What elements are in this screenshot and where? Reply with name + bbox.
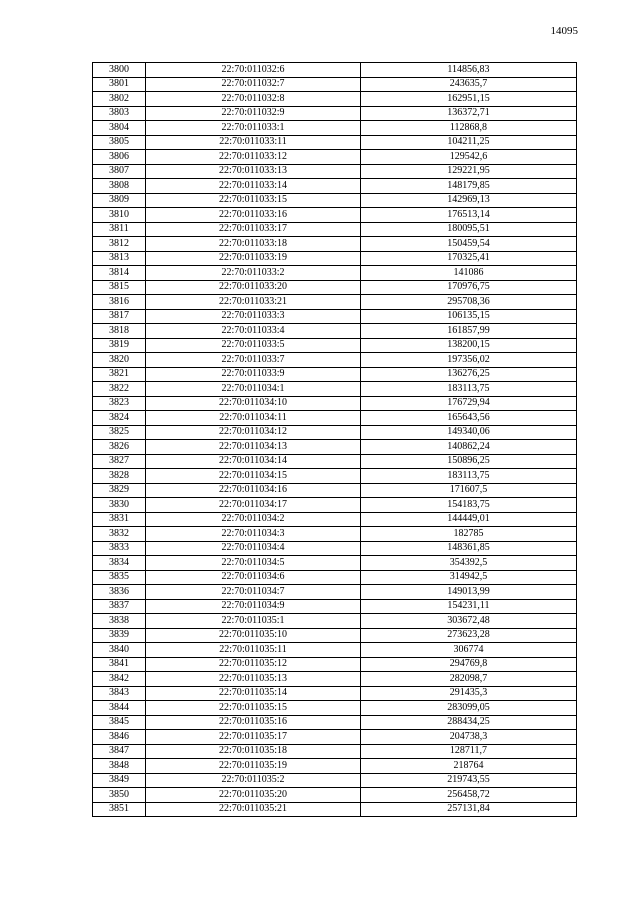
value-cell: 243635,7	[361, 77, 577, 92]
value-cell: 306774	[361, 643, 577, 658]
table-row	[93, 367, 577, 382]
page-number: 14095	[550, 25, 578, 37]
value-cell: 161857,99	[361, 324, 577, 339]
table-row	[93, 773, 577, 788]
cadastral-number-cell: 22:70:011035:14	[146, 686, 361, 701]
row-number-cell: 3825	[93, 425, 146, 440]
table-row	[93, 643, 577, 658]
row-number-cell: 3804	[93, 121, 146, 136]
table-row	[93, 150, 577, 165]
cadastral-number-cell: 22:70:011033:1	[146, 121, 361, 136]
value-cell: 291435,3	[361, 686, 577, 701]
cadastral-number-cell: 22:70:011032:9	[146, 106, 361, 121]
table-row	[93, 193, 577, 208]
value-cell: 154231,11	[361, 599, 577, 614]
table-row	[93, 788, 577, 803]
table-row	[93, 469, 577, 484]
value-cell: 140862,24	[361, 440, 577, 455]
value-cell: 180095,51	[361, 222, 577, 237]
row-number-cell: 3800	[93, 63, 146, 78]
table-row	[93, 222, 577, 237]
table-row	[93, 382, 577, 397]
registry-table	[92, 62, 577, 817]
row-number-cell: 3810	[93, 208, 146, 223]
value-cell: 219743,55	[361, 773, 577, 788]
table-row	[93, 628, 577, 643]
cadastral-number-cell: 22:70:011035:21	[146, 802, 361, 817]
row-number-cell: 3828	[93, 469, 146, 484]
value-cell: 294769,8	[361, 657, 577, 672]
cadastral-number-cell: 22:70:011033:5	[146, 338, 361, 353]
row-number-cell: 3837	[93, 599, 146, 614]
cadastral-number-cell: 22:70:011033:14	[146, 179, 361, 194]
row-number-cell: 3812	[93, 237, 146, 252]
table-row	[93, 164, 577, 179]
value-cell: 104211,25	[361, 135, 577, 150]
cadastral-number-cell: 22:70:011034:6	[146, 570, 361, 585]
row-number-cell: 3827	[93, 454, 146, 469]
cadastral-number-cell: 22:70:011033:19	[146, 251, 361, 266]
cadastral-number-cell: 22:70:011034:2	[146, 512, 361, 527]
value-cell: 112868,8	[361, 121, 577, 136]
row-number-cell: 3847	[93, 744, 146, 759]
row-number-cell: 3803	[93, 106, 146, 121]
cadastral-number-cell: 22:70:011034:1	[146, 382, 361, 397]
row-number-cell: 3830	[93, 498, 146, 513]
row-number-cell: 3836	[93, 585, 146, 600]
row-number-cell: 3820	[93, 353, 146, 368]
cadastral-number-cell: 22:70:011033:20	[146, 280, 361, 295]
table-row	[93, 599, 577, 614]
value-cell: 129221,95	[361, 164, 577, 179]
table-row	[93, 556, 577, 571]
value-cell: 138200,15	[361, 338, 577, 353]
table-row	[93, 527, 577, 542]
row-number-cell: 3845	[93, 715, 146, 730]
table-row	[93, 106, 577, 121]
row-number-cell: 3814	[93, 266, 146, 281]
cadastral-number-cell: 22:70:011033:9	[146, 367, 361, 382]
value-cell: 165643,56	[361, 411, 577, 426]
table-row	[93, 686, 577, 701]
value-cell: 204738,3	[361, 730, 577, 745]
value-cell: 106135,15	[361, 309, 577, 324]
table-row	[93, 715, 577, 730]
cadastral-number-cell: 22:70:011033:15	[146, 193, 361, 208]
row-number-cell: 3835	[93, 570, 146, 585]
cadastral-number-cell: 22:70:011034:3	[146, 527, 361, 542]
row-number-cell: 3826	[93, 440, 146, 455]
table-row	[93, 483, 577, 498]
row-number-cell: 3838	[93, 614, 146, 629]
value-cell: 183113,75	[361, 382, 577, 397]
table-row	[93, 266, 577, 281]
registry-table-body	[93, 63, 577, 817]
value-cell: 171607,5	[361, 483, 577, 498]
cadastral-number-cell: 22:70:011034:13	[146, 440, 361, 455]
value-cell: 136372,71	[361, 106, 577, 121]
row-number-cell: 3842	[93, 672, 146, 687]
value-cell: 283099,05	[361, 701, 577, 716]
cadastral-number-cell: 22:70:011035:11	[146, 643, 361, 658]
table-row	[93, 498, 577, 513]
value-cell: 148179,85	[361, 179, 577, 194]
table-row	[93, 92, 577, 107]
table-row	[93, 657, 577, 672]
row-number-cell: 3841	[93, 657, 146, 672]
row-number-cell: 3840	[93, 643, 146, 658]
table-row	[93, 759, 577, 774]
cadastral-number-cell: 22:70:011033:12	[146, 150, 361, 165]
table-row	[93, 701, 577, 716]
cadastral-number-cell: 22:70:011034:9	[146, 599, 361, 614]
row-number-cell: 3817	[93, 309, 146, 324]
cadastral-number-cell: 22:70:011033:17	[146, 222, 361, 237]
value-cell: 218764	[361, 759, 577, 774]
row-number-cell: 3850	[93, 788, 146, 803]
cadastral-number-cell: 22:70:011035:18	[146, 744, 361, 759]
value-cell: 303672,48	[361, 614, 577, 629]
table-row	[93, 208, 577, 223]
cadastral-number-cell: 22:70:011033:3	[146, 309, 361, 324]
cadastral-number-cell: 22:70:011034:7	[146, 585, 361, 600]
table-row	[93, 744, 577, 759]
cadastral-number-cell: 22:70:011033:18	[146, 237, 361, 252]
cadastral-number-cell: 22:70:011035:12	[146, 657, 361, 672]
table-row	[93, 324, 577, 339]
table-row	[93, 251, 577, 266]
cadastral-number-cell: 22:70:011034:15	[146, 469, 361, 484]
value-cell: 256458,72	[361, 788, 577, 803]
row-number-cell: 3809	[93, 193, 146, 208]
table-row	[93, 425, 577, 440]
row-number-cell: 3829	[93, 483, 146, 498]
row-number-cell: 3834	[93, 556, 146, 571]
table-row	[93, 353, 577, 368]
table-row	[93, 77, 577, 92]
value-cell: 197356,02	[361, 353, 577, 368]
value-cell: 354392,5	[361, 556, 577, 571]
cadastral-number-cell: 22:70:011034:14	[146, 454, 361, 469]
value-cell: 114856,83	[361, 63, 577, 78]
value-cell: 176513,14	[361, 208, 577, 223]
cadastral-number-cell: 22:70:011035:17	[146, 730, 361, 745]
table-row	[93, 179, 577, 194]
value-cell: 142969,13	[361, 193, 577, 208]
value-cell: 295708,36	[361, 295, 577, 310]
table-row	[93, 309, 577, 324]
value-cell: 273623,28	[361, 628, 577, 643]
cadastral-number-cell: 22:70:011034:11	[146, 411, 361, 426]
table-row	[93, 672, 577, 687]
table-row	[93, 295, 577, 310]
value-cell: 136276,25	[361, 367, 577, 382]
row-number-cell: 3824	[93, 411, 146, 426]
table-row	[93, 237, 577, 252]
cadastral-number-cell: 22:70:011034:17	[146, 498, 361, 513]
value-cell: 154183,75	[361, 498, 577, 513]
table-row	[93, 396, 577, 411]
row-number-cell: 3851	[93, 802, 146, 817]
row-number-cell: 3839	[93, 628, 146, 643]
row-number-cell: 3808	[93, 179, 146, 194]
row-number-cell: 3848	[93, 759, 146, 774]
value-cell: 183113,75	[361, 469, 577, 484]
cadastral-number-cell: 22:70:011033:7	[146, 353, 361, 368]
table-row	[93, 454, 577, 469]
table-row	[93, 63, 577, 78]
cadastral-number-cell: 22:70:011033:2	[146, 266, 361, 281]
row-number-cell: 3813	[93, 251, 146, 266]
row-number-cell: 3821	[93, 367, 146, 382]
value-cell: 182785	[361, 527, 577, 542]
cadastral-number-cell: 22:70:011033:21	[146, 295, 361, 310]
value-cell: 128711,7	[361, 744, 577, 759]
cadastral-number-cell: 22:70:011034:4	[146, 541, 361, 556]
row-number-cell: 3844	[93, 701, 146, 716]
row-number-cell: 3802	[93, 92, 146, 107]
cadastral-number-cell: 22:70:011033:16	[146, 208, 361, 223]
cadastral-number-cell: 22:70:011035:16	[146, 715, 361, 730]
cadastral-number-cell: 22:70:011034:5	[146, 556, 361, 571]
cadastral-number-cell: 22:70:011035:2	[146, 773, 361, 788]
table-row	[93, 135, 577, 150]
row-number-cell: 3832	[93, 527, 146, 542]
value-cell: 288434,25	[361, 715, 577, 730]
table-row	[93, 512, 577, 527]
row-number-cell: 3807	[93, 164, 146, 179]
value-cell: 141086	[361, 266, 577, 281]
value-cell: 170325,41	[361, 251, 577, 266]
value-cell: 257131,84	[361, 802, 577, 817]
row-number-cell: 3818	[93, 324, 146, 339]
row-number-cell: 3806	[93, 150, 146, 165]
table-row	[93, 121, 577, 136]
value-cell: 149013,99	[361, 585, 577, 600]
value-cell: 176729,94	[361, 396, 577, 411]
value-cell: 149340,06	[361, 425, 577, 440]
value-cell: 144449,01	[361, 512, 577, 527]
table-row	[93, 338, 577, 353]
row-number-cell: 3805	[93, 135, 146, 150]
row-number-cell: 3823	[93, 396, 146, 411]
value-cell: 129542,6	[361, 150, 577, 165]
row-number-cell: 3831	[93, 512, 146, 527]
table-row	[93, 585, 577, 600]
cadastral-number-cell: 22:70:011033:11	[146, 135, 361, 150]
cadastral-number-cell: 22:70:011035:20	[146, 788, 361, 803]
table-row	[93, 411, 577, 426]
row-number-cell: 3815	[93, 280, 146, 295]
table-row	[93, 541, 577, 556]
value-cell: 162951,15	[361, 92, 577, 107]
row-number-cell: 3822	[93, 382, 146, 397]
row-number-cell: 3833	[93, 541, 146, 556]
table-row	[93, 802, 577, 817]
cadastral-number-cell: 22:70:011032:7	[146, 77, 361, 92]
cadastral-number-cell: 22:70:011035:13	[146, 672, 361, 687]
table-row	[93, 614, 577, 629]
cadastral-number-cell: 22:70:011034:16	[146, 483, 361, 498]
cadastral-number-cell: 22:70:011033:4	[146, 324, 361, 339]
table-row	[93, 570, 577, 585]
value-cell: 150896,25	[361, 454, 577, 469]
row-number-cell: 3849	[93, 773, 146, 788]
table-row	[93, 280, 577, 295]
value-cell: 314942,5	[361, 570, 577, 585]
row-number-cell: 3801	[93, 77, 146, 92]
row-number-cell: 3843	[93, 686, 146, 701]
cadastral-number-cell: 22:70:011032:8	[146, 92, 361, 107]
table-row	[93, 440, 577, 455]
cadastral-number-cell: 22:70:011034:10	[146, 396, 361, 411]
cadastral-number-cell: 22:70:011033:13	[146, 164, 361, 179]
cadastral-number-cell: 22:70:011035:10	[146, 628, 361, 643]
value-cell: 148361,85	[361, 541, 577, 556]
value-cell: 150459,54	[361, 237, 577, 252]
row-number-cell: 3846	[93, 730, 146, 745]
value-cell: 282098,7	[361, 672, 577, 687]
cadastral-number-cell: 22:70:011034:12	[146, 425, 361, 440]
cadastral-number-cell: 22:70:011035:19	[146, 759, 361, 774]
table-row	[93, 730, 577, 745]
row-number-cell: 3816	[93, 295, 146, 310]
cadastral-number-cell: 22:70:011035:15	[146, 701, 361, 716]
row-number-cell: 3819	[93, 338, 146, 353]
value-cell: 170976,75	[361, 280, 577, 295]
cadastral-number-cell: 22:70:011032:6	[146, 63, 361, 78]
row-number-cell: 3811	[93, 222, 146, 237]
cadastral-number-cell: 22:70:011035:1	[146, 614, 361, 629]
